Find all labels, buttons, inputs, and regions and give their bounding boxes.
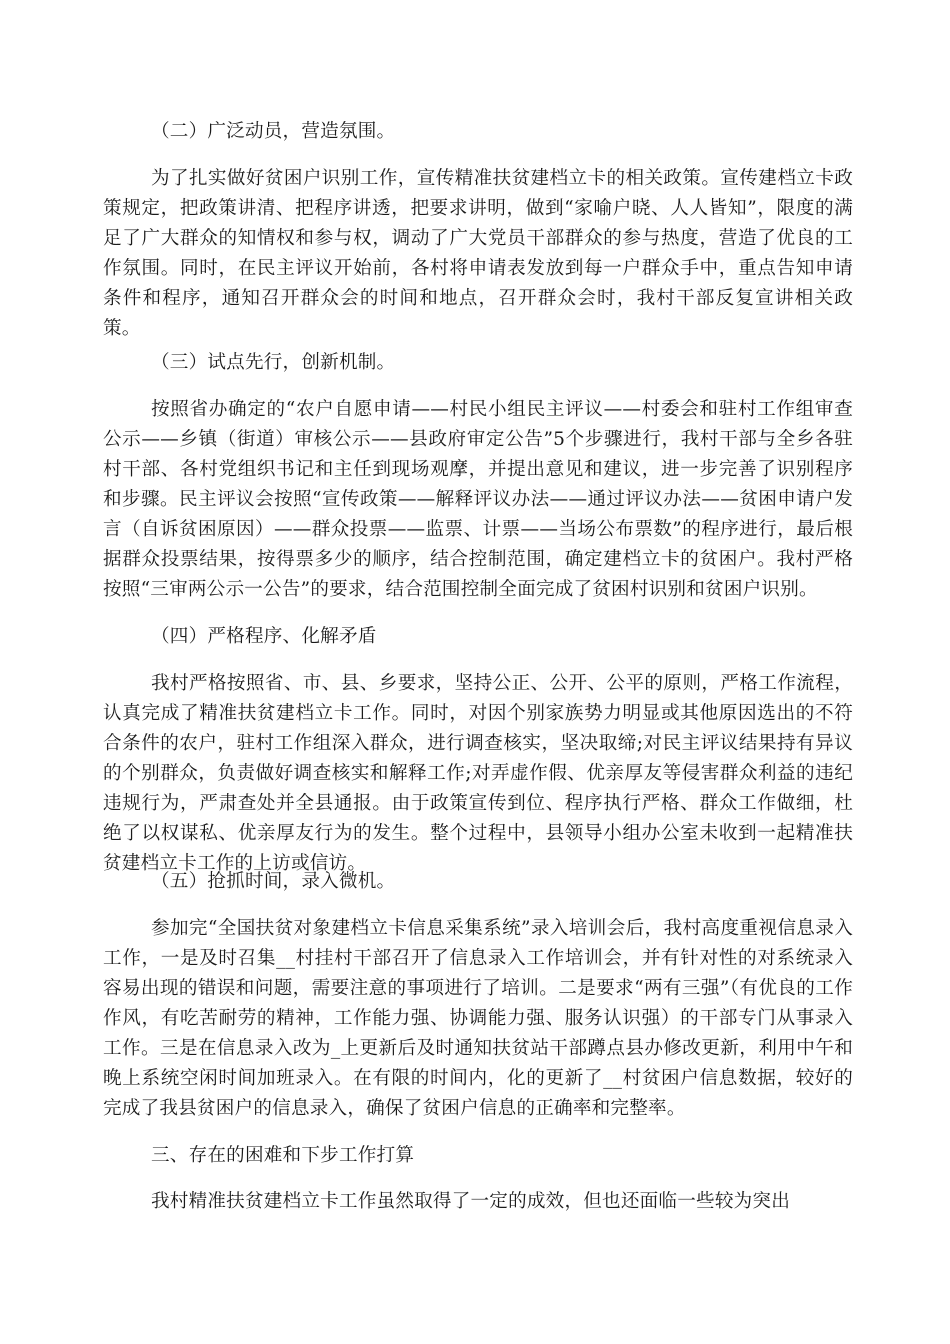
paragraph-3: 按照省办确定的“农户自愿申请——村民小组民主评议——村委会和驻村工作组审查公示——乡镇（街道）审核公示——县政府审定公告”5个步骤进行，我村干部与全乡各驻村干部、各村党组织书记和主任到现场观摩，并提出意见和建议，进一步完善了识别程序和步骤。民主评议会按照“宣传政策——解释评议办法——通过评议办法——贫困申请户发言（自诉贫困原因）——群众投票——监票、计票——当场公布票数”的程序进行，最后根据群众投票结果，按得票多少的顺序，结合控制范围，确定建档立卡的贫困户。我村严格按照“三审两公示一公告”的要求，结合范围控制全面完成了贫困村识别和贫困户识别。 (103, 399, 853, 600)
paragraph-4: 我村严格按照省、市、县、乡要求，坚持公正、公开、公平的原则，严格工作流程，认真完成了精准扶贫建档立卡工作。同时，对因个别家族势力明显或其他原因选出的不符合条件的农户，驻村工作组深入群众，进行调查核实，坚决取缔;对民主评议结果持有异议的个别群众，负责做好调查核实和解释工作;对弄虚作假、优亲厚友等侵害群众利益的违纪违规行为，严肃查处并全县通报。由于政策宣传到位、程序执行严格、群众工作做细，杜绝了以权谋私、优亲厚友行为的发生。整个过程中，县领导小组办公室未收到一起精准扶贫建档立卡工作的上访或信访。 (103, 673, 853, 874)
section-heading-2: （二）广泛动员，营造氛围。 (151, 121, 396, 142)
section-heading-4: （四）严格程序、化解矛盾 (151, 626, 377, 647)
section-heading-3: （三）试点先行，创新机制。 (151, 352, 396, 373)
paragraph-2: 为了扎实做好贫困户识别工作，宣传精准扶贫建档立卡的相关政策。宣传建档立卡政策规定，把政策讲清、把程序讲透，把要求讲明，做到“家喻户晓、人人皆知”，限度的满足了广大群众的知情权和参与权，调动了广大党员干部群众的参与热度，营造了优良的工作氛围。同时，在民主评议开始前，各村将申请表发放到每一户群众手中，重点告知申请条件和程序，通知召开群众会的时间和地点，召开群众会时，我村干部反复宣讲相关政策。 (103, 168, 853, 339)
paragraph-5: 参加完“全国扶贫对象建档立卡信息采集系统”录入培训会后，我村高度重视信息录入工作，一是及时召集__村挂村干部召开了信息录入工作培训会，并有针对性的对系统录入容易出现的错误和问题，需要注意的事项进行了培训。二是要求“两有三强”（有优良的工作作风，有吃苦耐劳的精神，工作能力强、协调能力强、服务认识强）的干部专门从事录入工作。三是在信息录入改为_上更新后及时通知扶贫站干部蹲点县办修改更新，利用中午和晚上系统空闲时间加班录入。在有限的时间内，化的更新了__村贫困户信息数据，较好的完成了我县贫困户的信息录入，确保了贫困户信息的正确率和完整率。 (103, 918, 853, 1119)
paragraph-6: 我村精准扶贫建档立卡工作虽然取得了一定的成效，但也还面临一些较为突出 (151, 1191, 790, 1212)
section-heading-6: 三、存在的困难和下步工作打算 (151, 1145, 415, 1166)
section-heading-5: （五）抢抓时间，录入微机。 (151, 871, 396, 892)
